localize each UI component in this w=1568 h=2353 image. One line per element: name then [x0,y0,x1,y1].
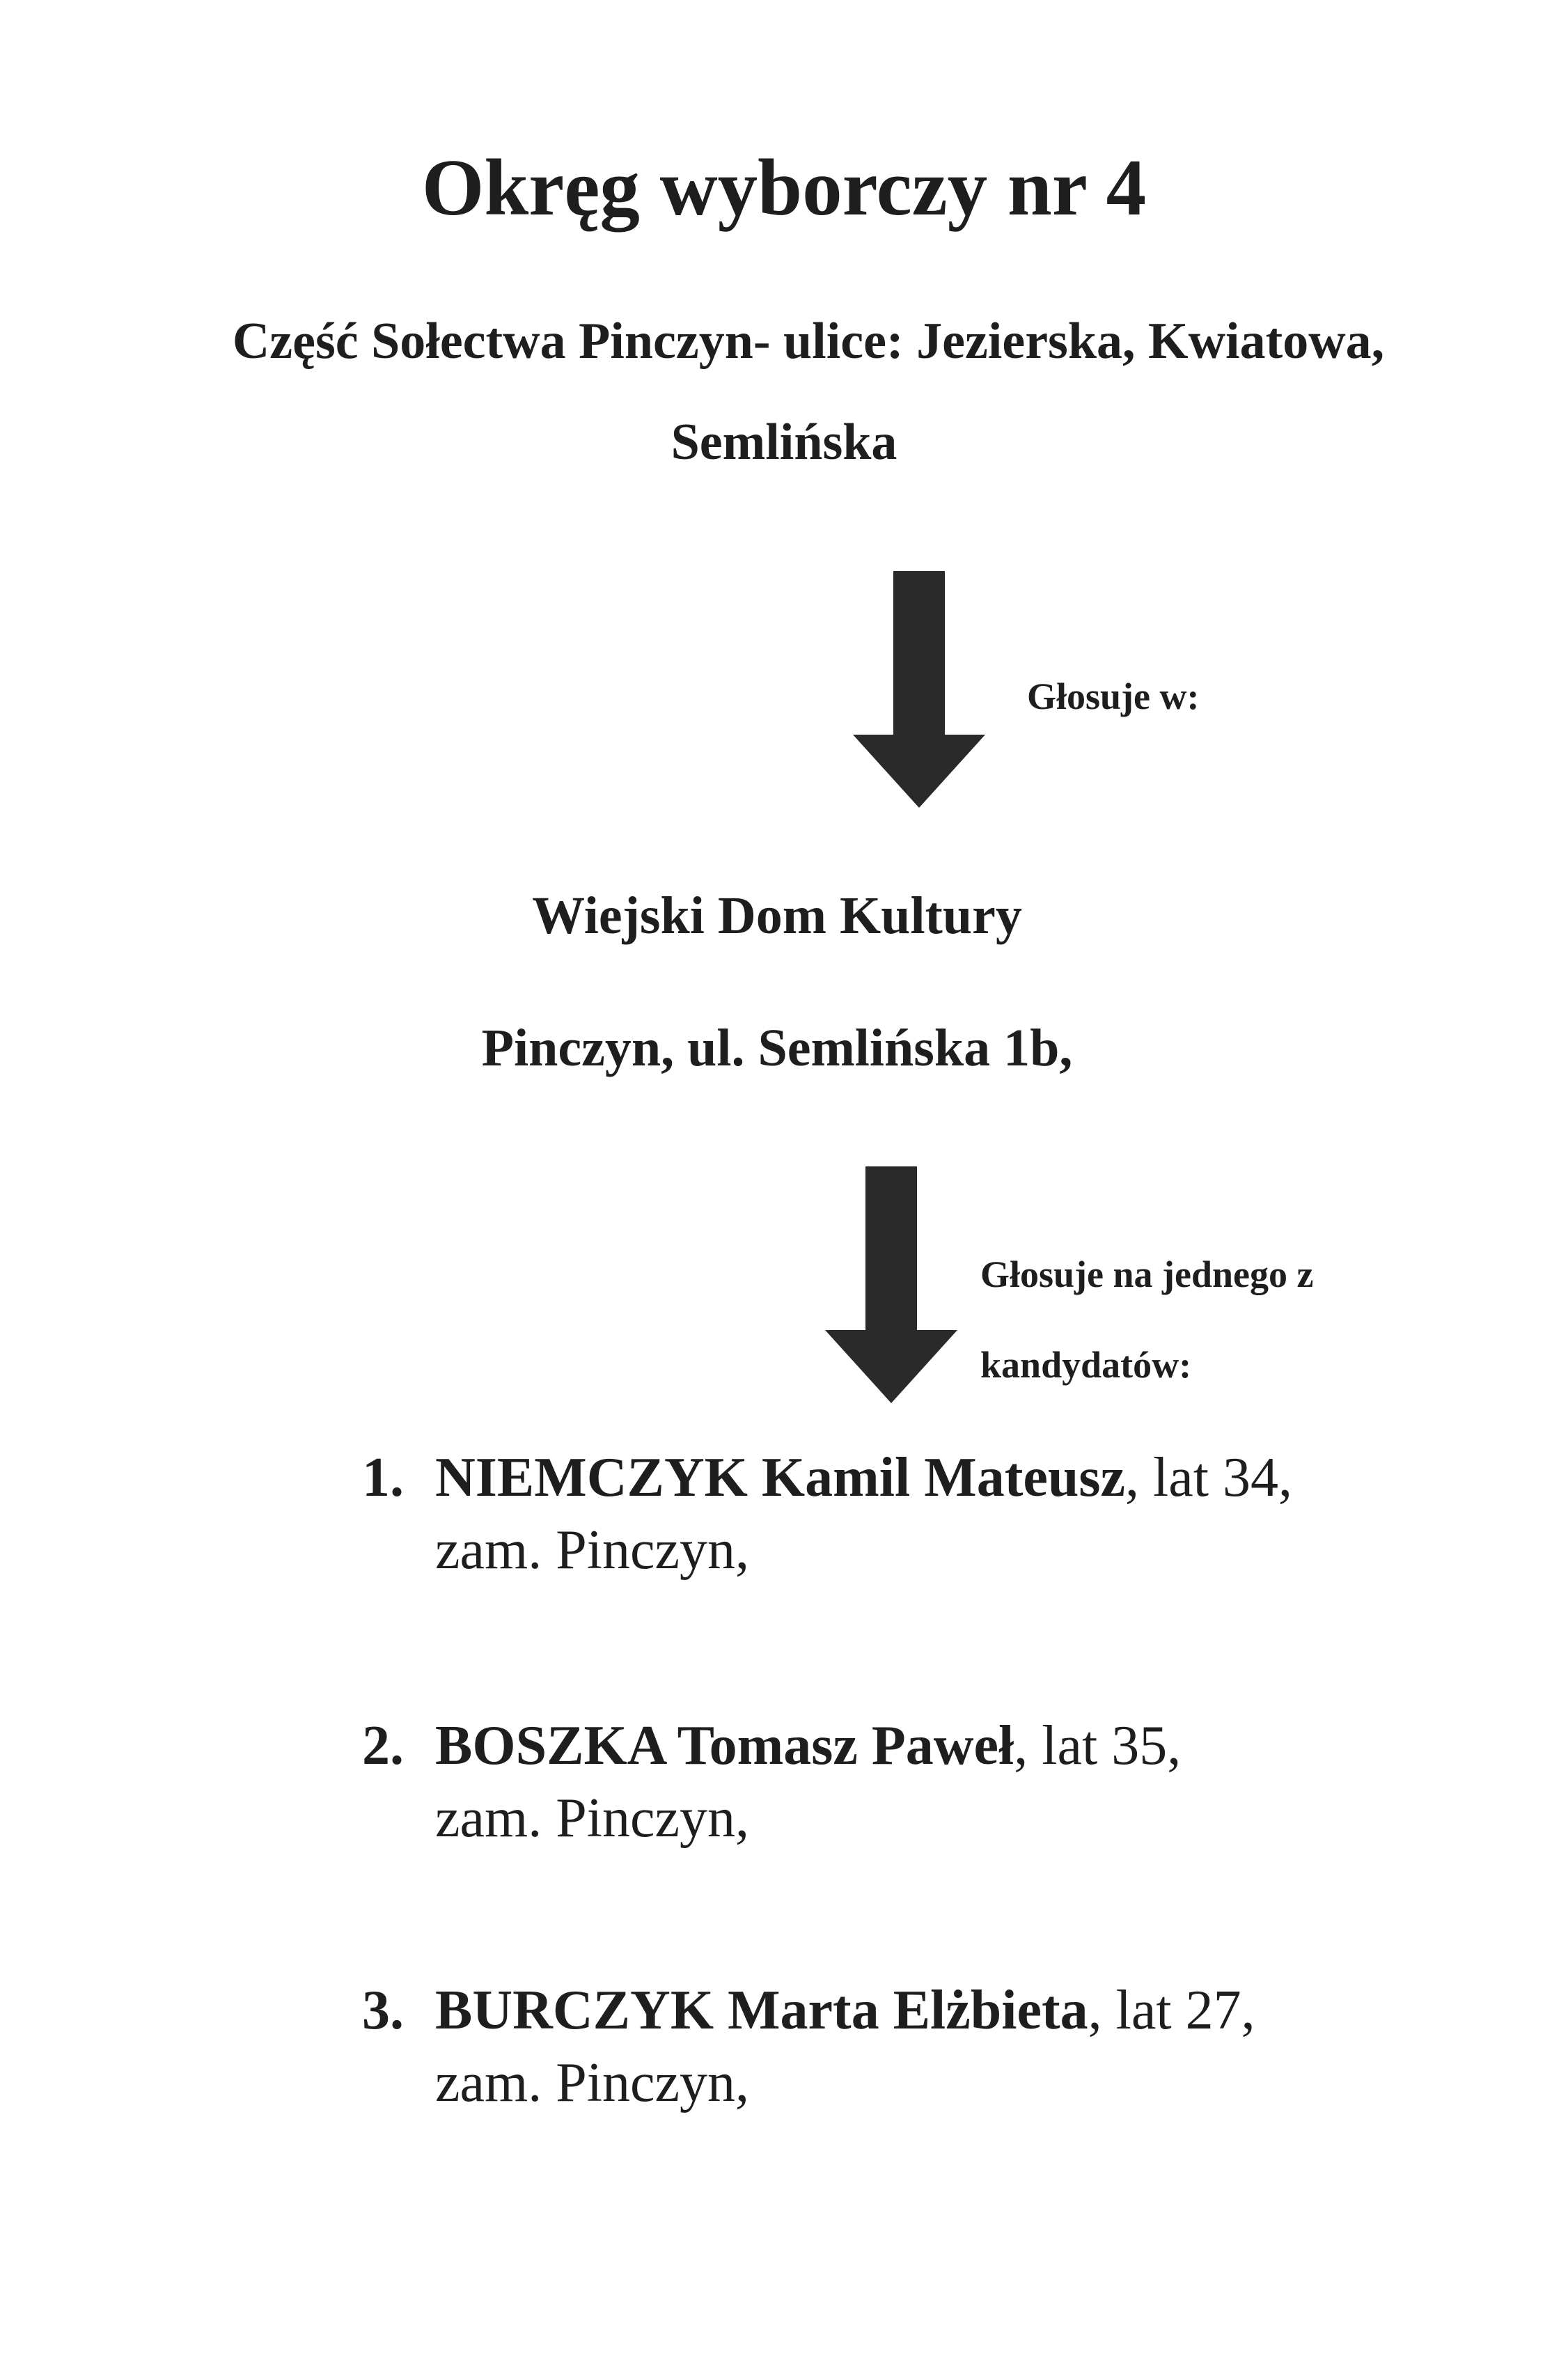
candidate-number: 3. [362,1980,404,2041]
candidate-name: BURCZYK Marta Elżbieta [435,1980,1088,2041]
polling-place-address: Pinczyn, ul. Semlińska 1b, [481,1019,1073,1077]
area-description-line-1: Część Sołectwa Pinczyn- ulice: Jezierska, Kwiatowa, [232,313,1385,370]
candidates-note-line-2: kandydatów: [980,1344,1192,1386]
candidate-residence: zam. Pinczyn, [435,2052,749,2113]
candidate-age: , lat 35, [1014,1715,1182,1776]
candidate-age: , lat 34, [1125,1447,1292,1508]
candidates-note [980,1229,1314,1410]
candidate-number: 1. [362,1447,404,1508]
candidate-age: , lat 27, [1088,1980,1255,2041]
candidate-residence: zam. Pinczyn, [435,1788,749,1849]
area-description-line-2: Semlińska [671,414,897,471]
candidate-name: NIEMCZYK Kamil Mateusz [435,1447,1126,1508]
candidate-residence: zam. Pinczyn, [435,1519,749,1581]
down-arrow-icon [853,571,985,808]
candidate-name: BOSZKA Tomasz Paweł [435,1715,1014,1776]
page-title: Okręg wyborczy nr 4 [421,143,1147,232]
vote-location-note: Głosuje w: [1027,675,1200,717]
candidates-note-line-1: Głosuje na jednego z [980,1253,1314,1295]
candidate-number: 2. [362,1715,404,1776]
down-arrow-icon [825,1166,957,1403]
polling-place-name: Wiejski Dom Kultury [532,886,1022,945]
